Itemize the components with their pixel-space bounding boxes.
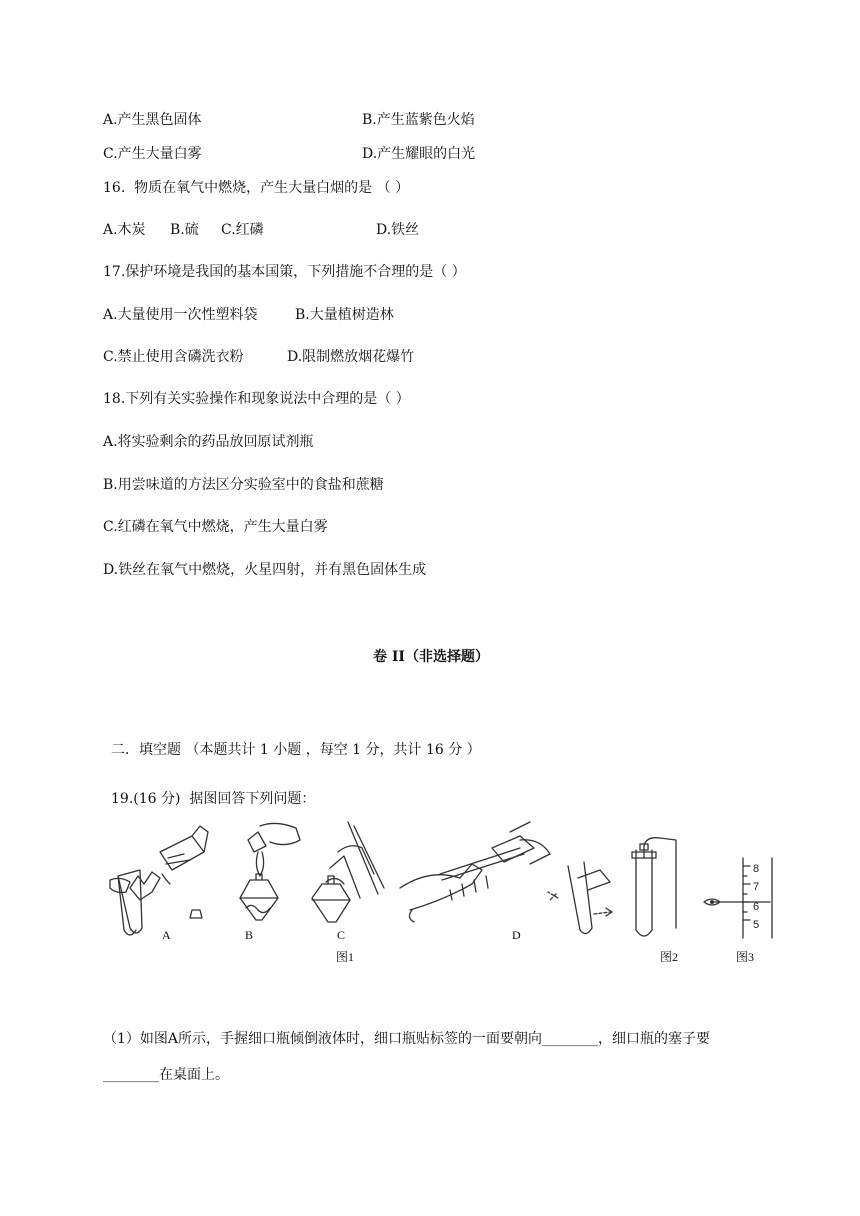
q18-stem: 18.下列有关实验操作和现象说法中合理的是（ ） (103, 391, 410, 407)
q16-option-c: C.红磷 (221, 222, 264, 238)
figure-3-cylinder-illustration (704, 858, 772, 938)
q15-option-b: B.产生蓝紫色火焰 (362, 112, 475, 128)
q18-option-d: D.铁丝在氧气中燃烧，火星四射，并有黑色固体生成 (103, 562, 427, 578)
fig-caption-1: 图1 (336, 950, 355, 964)
section-part-heading: 二．填空题 （本题共计 1 小题 ，每空 1 分，共计 16 分 ） (111, 742, 481, 758)
q17-option-d: D.限制燃放烟花爆竹 (287, 349, 415, 365)
q18-option-b: B.用尝味道的方法区分实验室中的食盐和蔗糖 (103, 477, 384, 493)
fig-label-a: A (162, 928, 171, 942)
eye-pupil-icon (710, 900, 714, 904)
q16-option-a: A.木炭 (103, 222, 146, 238)
scale-tick-8: 8 (753, 863, 760, 875)
q15-option-d: D.产生耀眼的白光 (362, 146, 476, 162)
figure-b-heating-illustration (240, 823, 300, 920)
q17-option-b: B.大量植树造林 (295, 307, 394, 323)
lab-figures (100, 818, 790, 968)
section-title: 卷 II（非选择题） (373, 649, 489, 665)
q19-stem: 19.(16 分) 据图回答下列问题： (111, 791, 316, 807)
scale-tick-5: 5 (753, 919, 760, 931)
q16-stem: 16. 物质在氧气中燃烧，产生大量白烟的是 （ ） (103, 180, 410, 196)
scale-tick-7: 7 (753, 881, 760, 893)
figure-shaking-illustration (548, 862, 612, 934)
q19-sub1-line2: ________在桌面上。 (103, 1067, 229, 1083)
q16-option-b: B.硫 (170, 222, 199, 238)
figure-a-pouring-illustration (110, 826, 208, 935)
figure-d-stirring-illustration (400, 822, 550, 922)
figure-c-clamp-illustration (312, 822, 384, 922)
q16-option-d: D.铁丝 (376, 222, 420, 238)
fig-label-c: C (337, 928, 346, 942)
q15-option-c: C.产生大量白雾 (103, 146, 202, 162)
fig-caption-2: 图2 (660, 950, 679, 964)
fig-label-d: D (512, 928, 521, 942)
figure-2-tube-illustration (632, 838, 676, 936)
q18-option-a: A.将实验剩余的药品放回原试剂瓶 (103, 434, 314, 450)
q17-stem: 17.保护环境是我国的基本国策，下列措施不合理的是（ ） (103, 264, 466, 280)
fig-caption-3: 图3 (736, 950, 755, 964)
fig-label-b: B (245, 928, 254, 942)
q17-option-a: A.大量使用一次性塑料袋 (103, 307, 258, 323)
q17-option-c: C.禁止使用含磷洗衣粉 (103, 349, 244, 365)
q18-option-c: C.红磷在氧气中燃烧，产生大量白雾 (103, 519, 328, 535)
q19-sub1-line1: （1）如图A所示，手握细口瓶倾倒液体时，细口瓶贴标签的一面要朝向________，细口瓶的塞子要 (103, 1031, 711, 1047)
scale-tick-6: 6 (753, 901, 760, 913)
q15-option-a: A.产生黑色固体 (103, 112, 202, 128)
